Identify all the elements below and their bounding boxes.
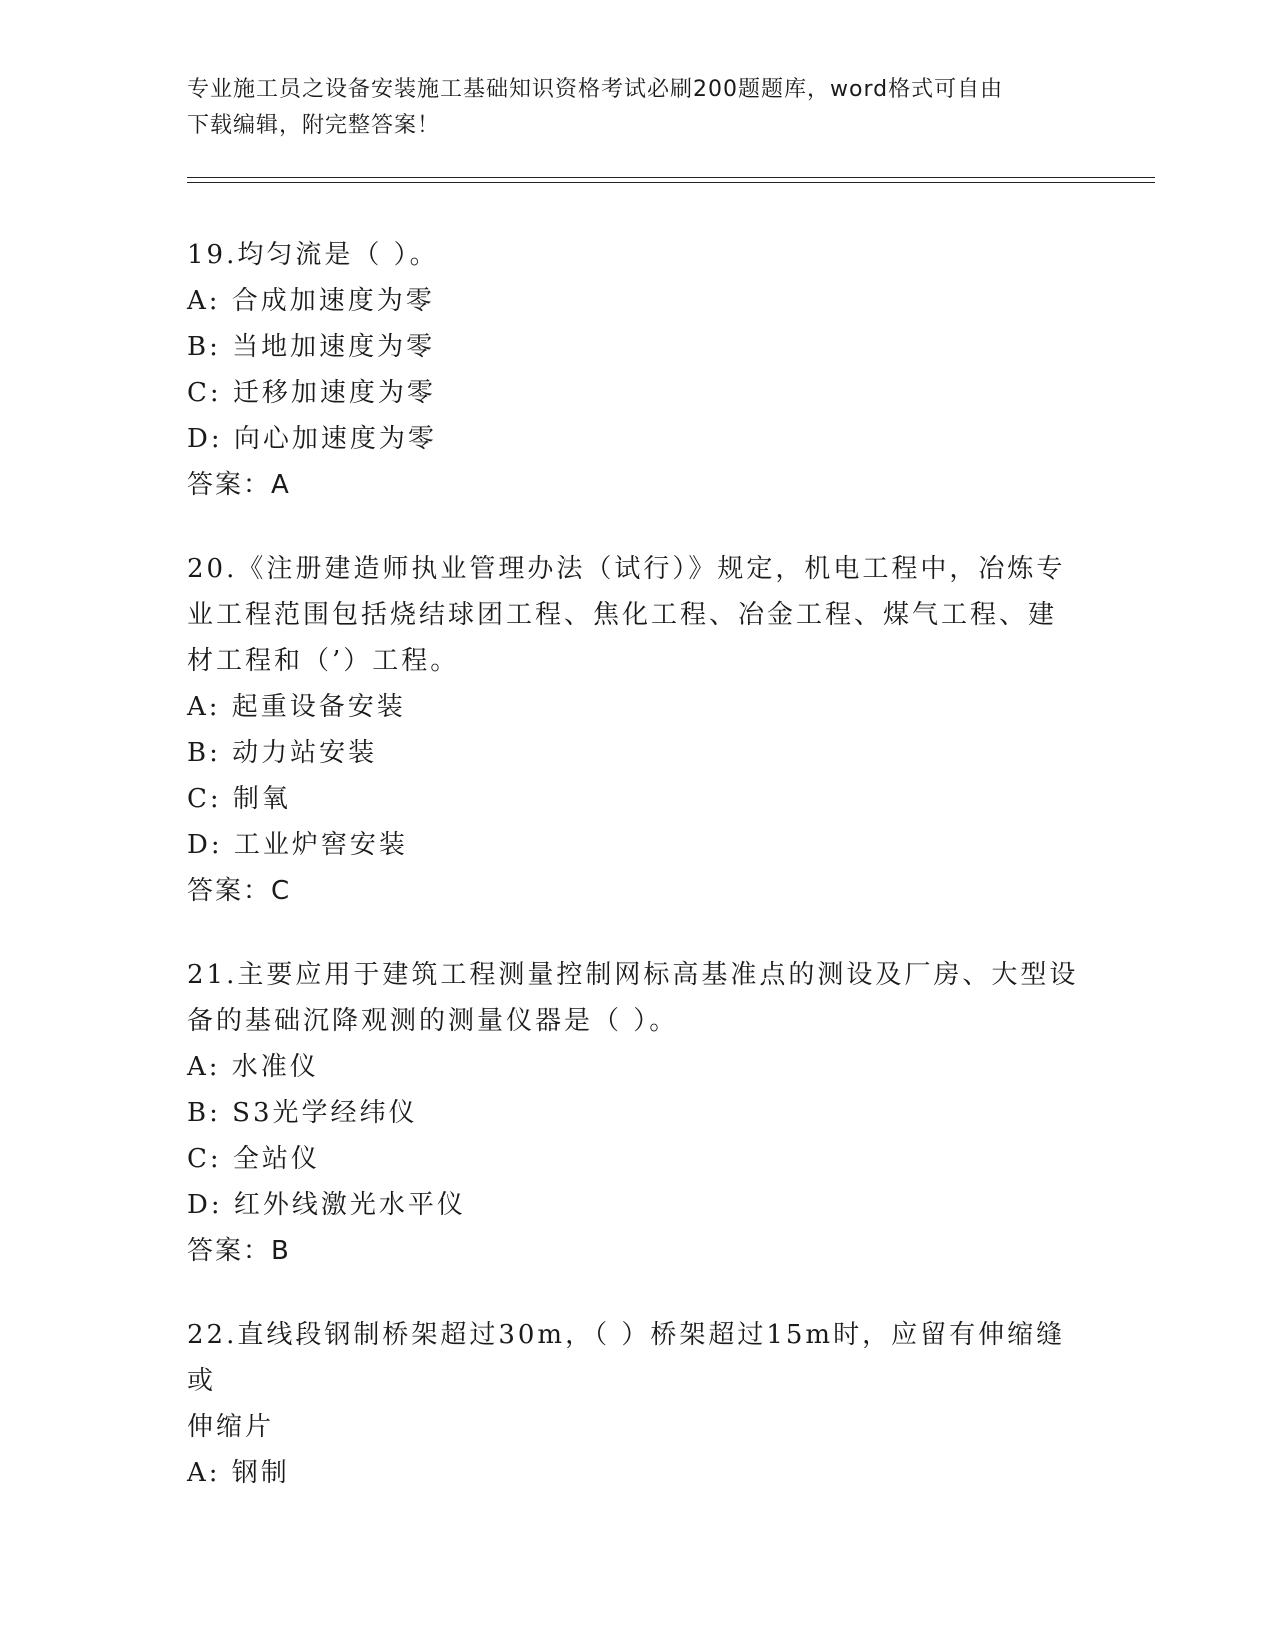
option-c: C: 制氧 <box>187 784 291 814</box>
header-line-2: 下载编辑，附完整答案！ <box>187 113 441 138</box>
question-text: 19.均匀流是（ ）。 <box>187 240 439 270</box>
answer: 答案：A <box>187 470 291 500</box>
header-divider-bottom <box>187 182 1155 183</box>
question-text: 伸缩片 <box>187 1412 275 1442</box>
answer: 答案：C <box>187 876 292 906</box>
question-22 <box>187 1312 1087 1496</box>
question-20 <box>187 546 1087 914</box>
option-a: A: 钢制 <box>187 1458 290 1488</box>
question-text: 业工程范围包括烧结球团工程、焦化工程、冶金工程、煤气工程、建 <box>187 600 1058 630</box>
option-c: C: 全站仪 <box>187 1144 320 1174</box>
question-text: 22.直线段钢制桥架超过30m，（ ）桥架超过15m时，应留有伸缩缝或 <box>187 1320 1066 1396</box>
option-b: B: S3光学经纬仪 <box>187 1098 418 1128</box>
option-a: A: 合成加速度为零 <box>187 286 435 316</box>
option-b: B: 动力站安装 <box>187 738 378 768</box>
answer: 答案：B <box>187 1236 291 1266</box>
document-header <box>187 72 1077 144</box>
option-d: D: 工业炉窖安装 <box>187 830 408 860</box>
question-text: 20.《注册建造师执业管理办法（试行）》规定，机电工程中，冶炼专 <box>187 554 1066 584</box>
question-text: 材工程和（’）工程。 <box>187 646 460 676</box>
question-text: 备的基础沉降观测的测量仪器是（ ）。 <box>187 1006 679 1036</box>
header-line-1: 专业施工员之设备安装施工基础知识资格考试必刷200题题库，word格式可自由 <box>187 77 1004 102</box>
question-list <box>187 232 1087 1534</box>
option-a: A: 水准仪 <box>187 1052 319 1082</box>
option-c: C: 迁移加速度为零 <box>187 378 436 408</box>
option-a: A: 起重设备安装 <box>187 692 406 722</box>
question-21 <box>187 952 1087 1274</box>
header-divider-top <box>187 177 1155 178</box>
question-19 <box>187 232 1087 508</box>
option-d: D: 红外线激光水平仪 <box>187 1190 466 1220</box>
question-text: 21.主要应用于建筑工程测量控制网标高基准点的测设及厂房、大型设 <box>187 960 1079 990</box>
option-d: D: 向心加速度为零 <box>187 424 437 454</box>
option-b: B: 当地加速度为零 <box>187 332 436 362</box>
